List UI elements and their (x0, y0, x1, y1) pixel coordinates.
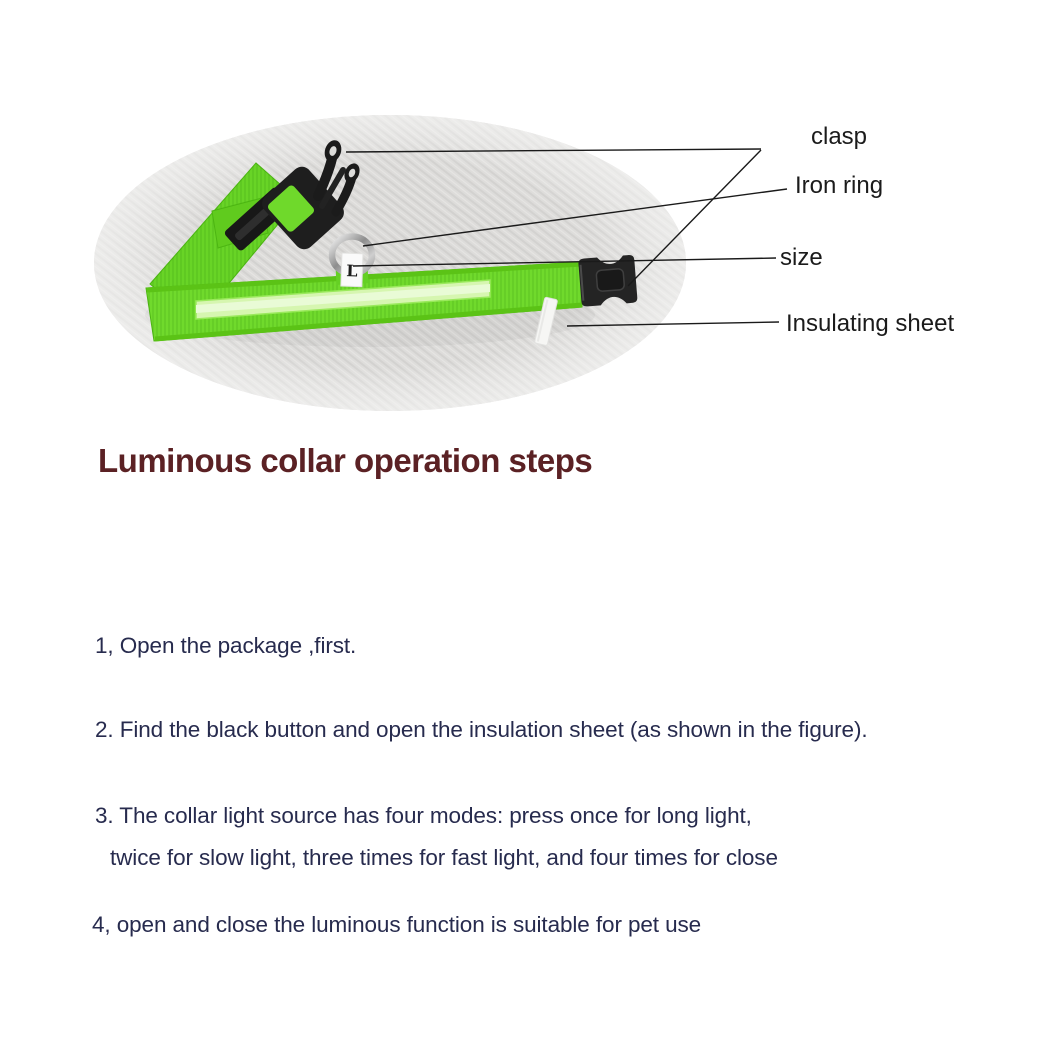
step-2: 2. Find the black button and open the insulation sheet (as shown in the figure). (95, 717, 868, 742)
step-4: 4, open and close the luminous function is suitable for pet use (92, 912, 702, 937)
power-button (596, 269, 625, 292)
collar-illustration (0, 0, 1044, 430)
page-title: Luminous collar operation steps (98, 442, 593, 479)
product-figure (0, 0, 1044, 430)
callout-label-clasp: clasp (811, 123, 868, 150)
size-tag-letter: L (345, 261, 358, 281)
callout-label-size: size (780, 244, 823, 271)
callout-label-insulating-sheet: Insulating sheet (786, 310, 955, 337)
size-tag (341, 253, 363, 287)
callout-label-iron-ring: Iron ring (795, 172, 884, 199)
step-1: 1, Open the package ,first. (95, 633, 357, 658)
step-3-line-2: twice for slow light, three times for fast light, and four times for close (110, 845, 778, 870)
step-3-line-1: 3. The collar light source has four modes: press once for long light, (95, 803, 752, 828)
